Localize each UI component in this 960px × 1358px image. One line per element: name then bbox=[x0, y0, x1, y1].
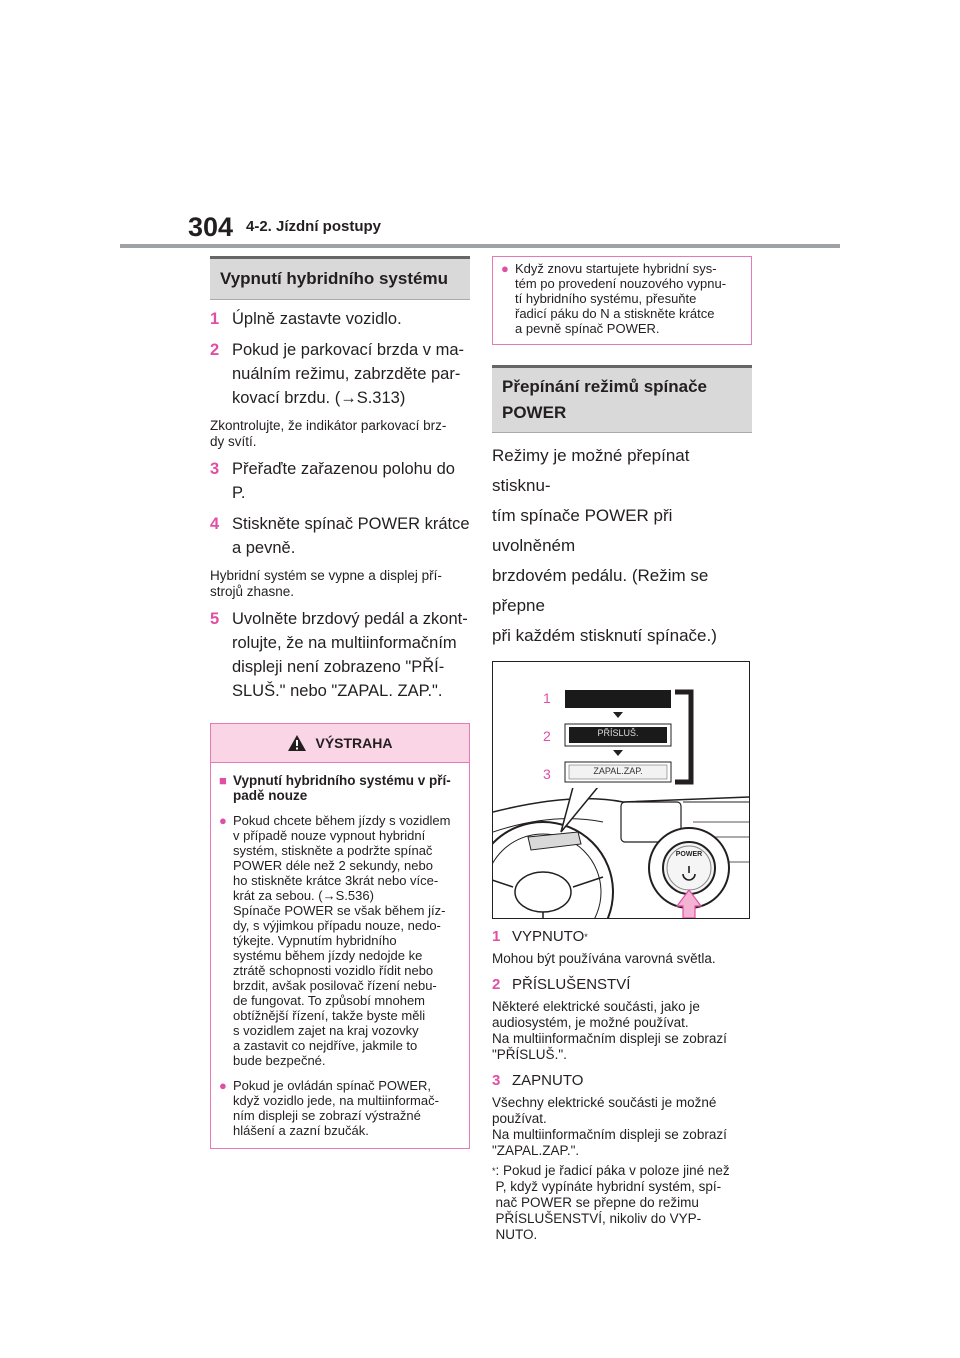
figure-label-1: 1 bbox=[543, 690, 551, 706]
warning-bullet-1: ● Pokud chcete během jízdy s vozidlem v případě nouze vypnout hybridní systém, stiskněte a podržte spínač POWER déle než 2 sekundy, nebo ho stiskněte krátce 3krát nebo více- krát za sebou. (→S.536) Spínače POWER se však během jíz- dy, s výjimkou případu nouze, nedo- týkejte. Vypnutím hybridního systému během jízdy nedojde ke ztrátě schopnosti vozidlo řídit nebo brzdit, avšak posilovač řízení nebu- de fungovat. To způsobí mnohem obtížnější řízení, takže byste měli s vozidlem zajet na kraj vozovky a zastavit co nejdříve, jakmile to bude bezpečné. bbox=[219, 813, 451, 1068]
bullet-dot-icon: ● bbox=[219, 813, 227, 828]
mode-3: 3 ZAPNUTO Všechny elektrické součásti je možné používat. Na multiinformačním displeji se zobrazí "ZAPAL.ZAP.". bbox=[492, 1071, 752, 1159]
figure-label-2: 2 bbox=[543, 728, 551, 744]
step-2: 2 Pokud je parkovací brzda v ma- nuálním režimu, zabrzděte par- kovací brzdu. (→S.313) bbox=[210, 341, 465, 407]
info-box: ● Když znovu startujete hybridní sys- tém po provedení nouzového vypnu- tí hybridního systému, přesuňte řadicí páku do N a stiskněte krátce a pevně spínač POWER. bbox=[492, 256, 752, 345]
step-4: 4 Stiskněte spínač POWER krátce a pevně. bbox=[210, 515, 470, 557]
power-switch-figure bbox=[492, 661, 750, 919]
mode-2-title: PŘÍSLUŠENSTVÍ bbox=[512, 976, 631, 993]
mode-3-title: ZAPNUTO bbox=[512, 1072, 584, 1089]
warning-subhead: ■ Vypnutí hybridního systému v pří- padě nouze bbox=[219, 773, 451, 803]
step-1: 1 Úplně zastavte vozidlo. bbox=[210, 310, 402, 328]
bullet-dot-icon: ● bbox=[219, 1078, 227, 1093]
figure-display-accessory: PŘÍSLUŠ. bbox=[597, 728, 639, 738]
left-column bbox=[210, 256, 470, 1149]
bullet-dot-icon: ● bbox=[501, 261, 509, 276]
step-3: 3 Přeřaďte zařazenou polohu do P. bbox=[210, 460, 455, 502]
right-column bbox=[492, 256, 752, 1243]
figure-power-button-label: POWER bbox=[675, 851, 703, 858]
mode-2: 2 PŘÍSLUŠENSTVÍ Některé elektrické součásti, jako je audiosystém, je možné používat. Na multiinformačním displeji se zobrazí "PŘÍSLUŠ.". bbox=[492, 975, 752, 1063]
dashboard-illustration bbox=[493, 662, 749, 918]
figure-display-ignition: ZAPAL.ZAP. bbox=[593, 766, 643, 776]
note-parking-brake: Zkontrolujte, že indikátor parkovací brz- dy svítí. bbox=[210, 418, 447, 449]
warning-bullet-2: ● Pokud je ovládán spínač POWER, když vozidlo jede, na multiinformač- ním displeji se zobrazí výstražné hlášení a zazní bzučák. bbox=[219, 1078, 439, 1138]
mode-2-desc: Některé elektrické součásti, jako je audiosystém, je možné používat. Na multiinformačním displeji se zobrazí "PŘÍSLUŠ.". bbox=[492, 999, 727, 1062]
header-rule bbox=[120, 244, 840, 248]
mode-3-desc: Všechny elektrické součásti je možné používat. Na multiinformačním displeji se zobrazí "ZAPAL.ZAP.". bbox=[492, 1095, 727, 1158]
section-title-power-modes: Přepínání režimů spínače POWER bbox=[492, 365, 752, 433]
footnote: * : Pokud je řadicí páka v poloze jiné než P, když vypínáte hybridní systém, spí- nač POWER se přepne do režimu PŘÍSLUŠENSTVÍ, nikoliv do VYP- NUTO. bbox=[492, 1163, 730, 1242]
warning-header bbox=[211, 724, 469, 763]
mode-1: 1 VYPNUTO * Mohou být používána varovná světla. bbox=[492, 927, 752, 967]
chapter-title: 4-2. Jízdní postupy bbox=[246, 218, 382, 235]
section-title-shutdown: Vypnutí hybridního systému bbox=[210, 256, 470, 300]
step-5: 5 Uvolněte brzdový pedál a zkont- rolujte, že na multiinformačním displeji není zobrazeno "PŘÍ- SLUŠ." nebo "ZAPAL. ZAP.". bbox=[210, 610, 468, 700]
figure-label-3: 3 bbox=[543, 766, 551, 782]
modes-intro: Režimy je možné přepínat stisknu- tím spínače POWER při uvolněném brzdovém pedálu. (Režim se přepne při každém stisknutí spínače.) bbox=[492, 446, 717, 645]
warning-title: VÝSTRAHA bbox=[315, 735, 393, 751]
warning-triangle-icon bbox=[287, 734, 307, 752]
warning-box bbox=[210, 723, 470, 1149]
mode-1-title: VYPNUTO bbox=[512, 928, 585, 945]
mode-1-desc: Mohou být používána varovná světla. bbox=[492, 951, 716, 966]
square-bullet-icon: ■ bbox=[219, 773, 227, 788]
page-number: 304 bbox=[188, 212, 234, 242]
note-hybrid-off: Hybridní systém se vypne a displej pří- strojů zhasne. bbox=[210, 568, 442, 599]
